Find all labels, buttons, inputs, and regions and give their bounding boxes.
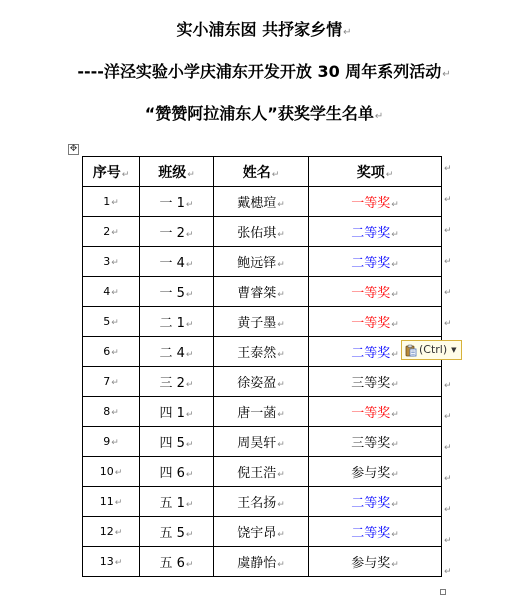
table-cell[interactable] bbox=[309, 517, 442, 547]
table-cell[interactable] bbox=[140, 517, 214, 547]
paragraph-mark: ↵ bbox=[185, 500, 194, 510]
row-class: 四 1 bbox=[159, 406, 185, 421]
table-cell[interactable] bbox=[140, 337, 214, 367]
table-cell[interactable] bbox=[214, 337, 309, 367]
table-cell[interactable] bbox=[140, 307, 214, 337]
paragraph-mark: ↵ bbox=[391, 200, 399, 210]
paragraph-mark: ↵ bbox=[114, 528, 123, 538]
table-cell[interactable] bbox=[309, 427, 442, 457]
row-class: 五 5 bbox=[159, 526, 185, 541]
table-cell[interactable] bbox=[214, 307, 309, 337]
row-end-mark: ↵ bbox=[444, 412, 452, 422]
table-cell[interactable] bbox=[214, 247, 309, 277]
paragraph-mark: ↵ bbox=[121, 169, 130, 180]
header-no: 序号 bbox=[92, 164, 121, 181]
table-cell[interactable] bbox=[309, 277, 442, 307]
title-text-2: ----洋泾实验小学庆浦东开发开放 30 周年系列活动 bbox=[77, 62, 442, 81]
paragraph-mark: ↵ bbox=[271, 169, 280, 180]
row-end-mark: ↵ bbox=[444, 257, 452, 267]
table-cell[interactable] bbox=[83, 427, 140, 457]
table-cell[interactable] bbox=[83, 487, 140, 517]
paragraph-mark: ↵ bbox=[391, 290, 399, 300]
paragraph-mark: ↵ bbox=[391, 320, 399, 330]
row-student-name: 虞静怡 bbox=[237, 556, 277, 571]
row-student-name: 倪王浩 bbox=[237, 466, 277, 481]
row-end-mark: ↵ bbox=[444, 536, 452, 546]
paragraph-mark: ↵ bbox=[111, 228, 119, 238]
paragraph-mark: ↵ bbox=[343, 27, 352, 38]
paragraph-mark: ↵ bbox=[111, 288, 119, 298]
table-cell[interactable] bbox=[83, 547, 140, 577]
table-cell[interactable] bbox=[83, 367, 140, 397]
paragraph-mark: ↵ bbox=[111, 348, 119, 358]
row-number: 13 bbox=[99, 555, 114, 568]
table-row bbox=[83, 397, 442, 427]
paste-options-button[interactable] bbox=[401, 340, 462, 360]
header-cell[interactable] bbox=[214, 157, 309, 187]
paragraph-mark: ↵ bbox=[111, 258, 119, 268]
row-award: 一等奖 bbox=[351, 286, 391, 301]
header-cell[interactable] bbox=[309, 157, 442, 187]
row-end-mark: ↵ bbox=[444, 226, 452, 236]
header-class: 班级 bbox=[158, 164, 187, 181]
title-line-2 bbox=[0, 62, 528, 85]
paragraph-mark: ↵ bbox=[277, 530, 285, 540]
row-award: 二等奖 bbox=[351, 346, 391, 361]
row-number: 10 bbox=[99, 465, 114, 478]
row-student-name: 饶宇昂 bbox=[237, 526, 277, 541]
row-award: 一等奖 bbox=[351, 316, 391, 331]
paragraph-mark: ↵ bbox=[442, 69, 451, 80]
table-cell[interactable] bbox=[309, 187, 442, 217]
row-number: 3 bbox=[103, 255, 111, 268]
header-name: 姓名 bbox=[242, 164, 271, 181]
paragraph-mark: ↵ bbox=[391, 500, 399, 510]
row-class: 一 5 bbox=[159, 286, 185, 301]
table-cell[interactable] bbox=[83, 247, 140, 277]
paragraph-mark: ↵ bbox=[391, 440, 399, 450]
row-class: 一 1 bbox=[159, 196, 185, 211]
paragraph-mark: ↵ bbox=[374, 111, 384, 122]
paragraph-mark: ↵ bbox=[111, 318, 119, 328]
paragraph-mark: ↵ bbox=[391, 260, 399, 270]
chevron-down-icon: ▼ bbox=[451, 346, 457, 354]
table-cell[interactable] bbox=[140, 457, 214, 487]
row-student-name: 曹睿桀 bbox=[237, 286, 277, 301]
table-cell[interactable] bbox=[140, 247, 214, 277]
table-row bbox=[83, 187, 442, 217]
row-student-name: 鲍远铎 bbox=[237, 256, 277, 271]
paragraph-mark: ↵ bbox=[185, 380, 194, 390]
table-row bbox=[83, 547, 442, 577]
table-cell[interactable] bbox=[83, 457, 140, 487]
table-cell[interactable] bbox=[140, 487, 214, 517]
paragraph-mark: ↵ bbox=[185, 230, 194, 240]
row-student-name: 徐姿盈 bbox=[237, 376, 277, 391]
header-cell[interactable] bbox=[140, 157, 214, 187]
table-cell[interactable] bbox=[214, 277, 309, 307]
table-cell[interactable] bbox=[309, 247, 442, 277]
title-line-3 bbox=[0, 104, 528, 127]
paragraph-mark: ↵ bbox=[277, 350, 285, 360]
row-end-mark: ↵ bbox=[444, 319, 452, 329]
table-row bbox=[83, 517, 442, 547]
table-cell[interactable] bbox=[309, 457, 442, 487]
paragraph-mark: ↵ bbox=[111, 378, 119, 388]
table-cell[interactable] bbox=[140, 397, 214, 427]
row-award: 二等奖 bbox=[351, 526, 391, 541]
row-number: 4 bbox=[103, 285, 111, 298]
table-cell[interactable] bbox=[309, 397, 442, 427]
table-cell[interactable] bbox=[214, 397, 309, 427]
row-number: 2 bbox=[103, 225, 111, 238]
row-end-mark: ↵ bbox=[444, 164, 452, 174]
table-cell[interactable] bbox=[214, 217, 309, 247]
paragraph-mark: ↵ bbox=[277, 470, 285, 480]
table-cell[interactable] bbox=[214, 427, 309, 457]
row-student-name: 戴槵瑄 bbox=[237, 196, 277, 211]
row-award: 参与奖 bbox=[351, 466, 391, 481]
row-class: 五 6 bbox=[159, 556, 185, 571]
table-cell[interactable] bbox=[214, 187, 309, 217]
clipboard-icon bbox=[405, 344, 417, 357]
paragraph-mark: ↵ bbox=[114, 558, 123, 568]
paste-options-label: (Ctrl) bbox=[419, 343, 448, 356]
paragraph-mark: ↵ bbox=[391, 380, 399, 390]
title-line-1 bbox=[0, 20, 528, 43]
row-award: 一等奖 bbox=[351, 406, 391, 421]
title-text-1: 实小浦东囡 共抒家乡情 bbox=[176, 20, 343, 39]
table-cell[interactable] bbox=[309, 217, 442, 247]
table-cell[interactable] bbox=[214, 547, 309, 577]
row-number: 11 bbox=[99, 495, 114, 508]
row-number: 1 bbox=[103, 195, 111, 208]
table-cell[interactable] bbox=[140, 547, 214, 577]
table-move-handle-icon[interactable]: ✥ bbox=[69, 144, 78, 154]
table-row bbox=[83, 367, 442, 397]
table-cell[interactable] bbox=[140, 277, 214, 307]
paragraph-mark: ↵ bbox=[391, 560, 399, 570]
table-cell[interactable] bbox=[214, 457, 309, 487]
paragraph-mark: ↵ bbox=[114, 468, 123, 478]
paragraph-mark: ↵ bbox=[185, 440, 194, 450]
table-header-row bbox=[83, 157, 442, 187]
table-cell[interactable] bbox=[214, 487, 309, 517]
paragraph-mark: ↵ bbox=[111, 198, 119, 208]
row-award: 二等奖 bbox=[351, 496, 391, 511]
paragraph-mark: ↵ bbox=[277, 440, 285, 450]
row-end-mark: ↵ bbox=[444, 443, 452, 453]
row-end-mark: ↵ bbox=[444, 474, 452, 484]
paragraph-mark: ↵ bbox=[277, 260, 285, 270]
row-class: 四 5 bbox=[159, 436, 185, 451]
table-row bbox=[83, 457, 442, 487]
table-cell[interactable] bbox=[83, 277, 140, 307]
table-row bbox=[83, 337, 442, 367]
table-cell[interactable] bbox=[83, 337, 140, 367]
paragraph-mark: ↵ bbox=[277, 500, 285, 510]
table-row bbox=[83, 277, 442, 307]
table-row bbox=[83, 217, 442, 247]
award-table-body bbox=[83, 187, 442, 577]
table-cell[interactable] bbox=[309, 367, 442, 397]
table-cell[interactable] bbox=[309, 547, 442, 577]
row-number: 7 bbox=[103, 375, 111, 388]
paragraph-mark: ↵ bbox=[111, 408, 119, 418]
paragraph-mark: ↵ bbox=[277, 290, 285, 300]
row-number: 8 bbox=[103, 405, 111, 418]
table-cell[interactable] bbox=[140, 427, 214, 457]
paragraph-mark: ↵ bbox=[114, 498, 123, 508]
row-end-mark: ↵ bbox=[444, 567, 452, 577]
table-cell[interactable] bbox=[309, 307, 442, 337]
header-award: 奖项 bbox=[356, 164, 385, 181]
table-resize-handle[interactable] bbox=[440, 589, 446, 595]
row-class: 五 1 bbox=[159, 496, 185, 511]
row-award: 三等奖 bbox=[351, 376, 391, 391]
table-cell[interactable] bbox=[140, 187, 214, 217]
paragraph-mark: ↵ bbox=[185, 350, 194, 360]
row-student-name: 王名扬 bbox=[237, 496, 277, 511]
header-cell[interactable] bbox=[83, 157, 140, 187]
paragraph-mark: ↵ bbox=[111, 438, 119, 448]
paragraph-mark: ↵ bbox=[185, 410, 194, 420]
row-student-name: 黄子墨 bbox=[237, 316, 277, 331]
paragraph-mark: ↵ bbox=[391, 350, 399, 360]
table-cell[interactable] bbox=[140, 367, 214, 397]
paragraph-mark: ↵ bbox=[391, 470, 399, 480]
paragraph-mark: ↵ bbox=[185, 200, 194, 210]
row-end-mark: ↵ bbox=[444, 195, 452, 205]
paragraph-mark: ↵ bbox=[277, 200, 285, 210]
paragraph-mark: ↵ bbox=[185, 260, 194, 270]
table-cell[interactable] bbox=[214, 517, 309, 547]
row-class: 三 2 bbox=[159, 376, 185, 391]
row-end-mark: ↵ bbox=[444, 505, 452, 515]
paragraph-mark: ↵ bbox=[187, 169, 195, 180]
row-class: 二 4 bbox=[159, 346, 185, 361]
paragraph-mark: ↵ bbox=[277, 560, 285, 570]
row-number: 9 bbox=[103, 435, 111, 448]
table-row bbox=[83, 427, 442, 457]
table-cell[interactable] bbox=[309, 487, 442, 517]
title-text-3: “赞赞阿拉浦东人”获奖学生名单 bbox=[144, 104, 374, 123]
row-award: 二等奖 bbox=[351, 256, 391, 271]
row-student-name: 唐一菡 bbox=[237, 406, 277, 421]
table-row bbox=[83, 487, 442, 517]
row-class: 一 4 bbox=[159, 256, 185, 271]
row-award: 三等奖 bbox=[351, 436, 391, 451]
row-class: 四 6 bbox=[159, 466, 185, 481]
row-student-name: 张佑琪 bbox=[237, 226, 277, 241]
paragraph-mark: ↵ bbox=[277, 230, 285, 240]
table-cell[interactable] bbox=[83, 307, 140, 337]
row-award: 参与奖 bbox=[351, 556, 391, 571]
row-class: 一 2 bbox=[159, 226, 185, 241]
row-student-name: 周昊轩 bbox=[237, 436, 277, 451]
paragraph-mark: ↵ bbox=[391, 530, 399, 540]
row-student-name: 王泰然 bbox=[237, 346, 277, 361]
table-row bbox=[83, 247, 442, 277]
table-cell[interactable] bbox=[214, 367, 309, 397]
paragraph-mark: ↵ bbox=[185, 290, 194, 300]
paragraph-mark: ↵ bbox=[277, 320, 285, 330]
paragraph-mark: ↵ bbox=[185, 560, 194, 570]
paragraph-mark: ↵ bbox=[391, 230, 399, 240]
paragraph-mark: ↵ bbox=[185, 530, 194, 540]
row-number: 12 bbox=[99, 525, 114, 538]
row-class: 二 1 bbox=[159, 316, 185, 331]
table-row bbox=[83, 307, 442, 337]
award-table bbox=[82, 156, 442, 577]
row-award: 二等奖 bbox=[351, 226, 391, 241]
row-number: 5 bbox=[103, 315, 111, 328]
row-award: 一等奖 bbox=[351, 196, 391, 211]
table-cell[interactable] bbox=[83, 397, 140, 427]
table-cell[interactable] bbox=[83, 517, 140, 547]
table-cell[interactable] bbox=[83, 187, 140, 217]
row-end-mark: ↵ bbox=[444, 288, 452, 298]
table-cell[interactable] bbox=[83, 217, 140, 247]
row-number: 6 bbox=[103, 345, 111, 358]
table-cell[interactable] bbox=[140, 217, 214, 247]
row-end-mark: ↵ bbox=[444, 381, 452, 391]
paragraph-mark: ↵ bbox=[185, 470, 194, 480]
paragraph-mark: ↵ bbox=[185, 320, 194, 330]
paragraph-mark: ↵ bbox=[385, 169, 394, 180]
paragraph-mark: ↵ bbox=[391, 410, 399, 420]
paragraph-mark: ↵ bbox=[277, 410, 285, 420]
paragraph-mark: ↵ bbox=[277, 380, 285, 390]
